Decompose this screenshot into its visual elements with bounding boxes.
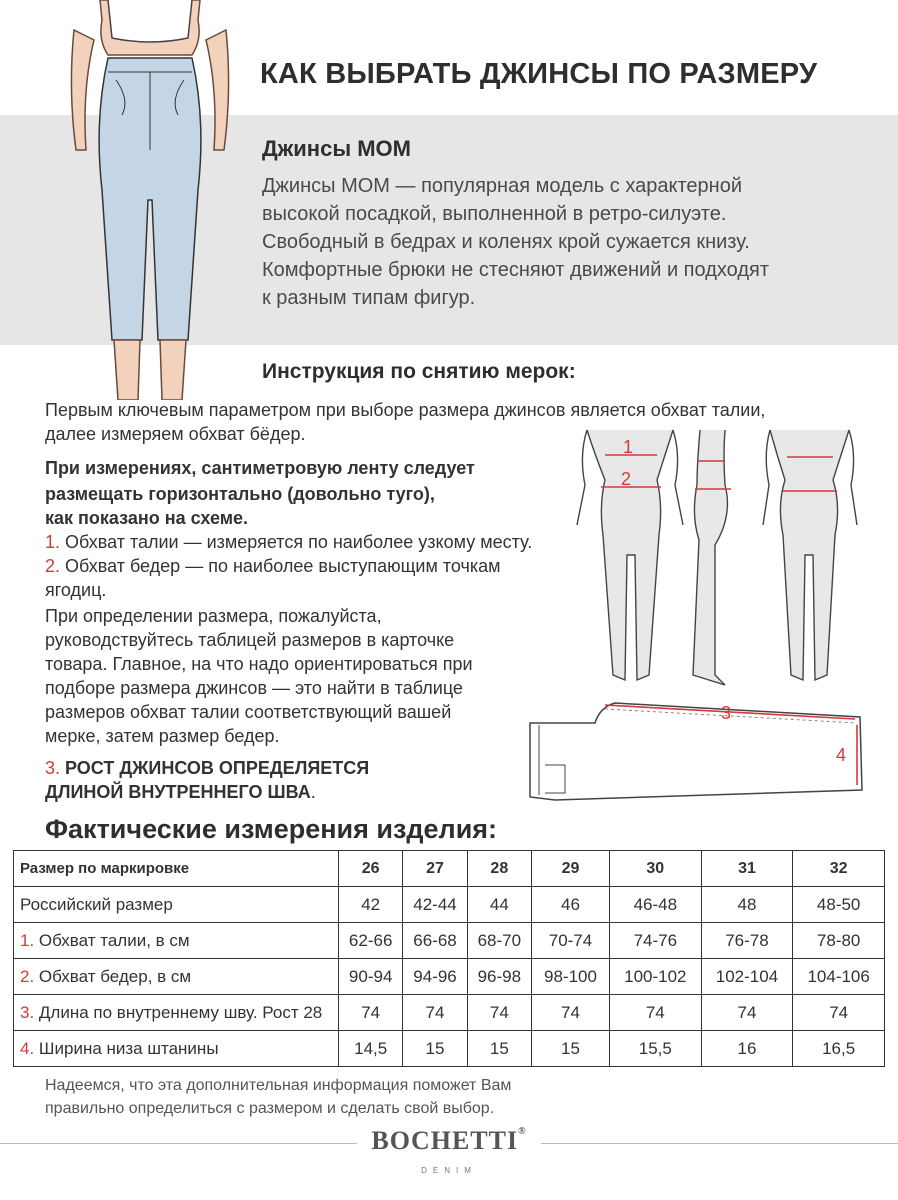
item-inseam-cont xyxy=(45,780,316,804)
item-inseam xyxy=(45,756,369,780)
item-dot: . xyxy=(310,782,316,802)
brand-logo xyxy=(0,1126,898,1156)
row-number: 1. xyxy=(20,930,35,950)
row-number: 4. xyxy=(20,1038,35,1058)
table-row xyxy=(14,923,885,959)
table-cell: 68-70 xyxy=(467,923,531,959)
table-cell: 74 xyxy=(467,995,531,1031)
item-text: РОСТ ДЖИНСОВ ОПРЕДЕЛЯЕТСЯ xyxy=(60,758,370,778)
diagram-label: 3 xyxy=(721,703,732,723)
registered-mark: ® xyxy=(518,1126,527,1137)
table-cell: 70-74 xyxy=(531,923,609,959)
para2-line: товара. Главное, на что надо ориентироваться при xyxy=(45,654,473,674)
table-cell: 74 xyxy=(793,995,885,1031)
table-cell: 15 xyxy=(467,1031,531,1067)
table-cell: 74 xyxy=(609,995,701,1031)
intro-line: Комфортные брюки не стесняют движений и подходят xyxy=(262,259,769,281)
size-table xyxy=(13,850,885,1067)
table-header-label: Размер по маркировке xyxy=(14,851,339,887)
table-cell: 48-50 xyxy=(793,887,885,923)
item-waist xyxy=(45,530,532,554)
table-cell: 16,5 xyxy=(793,1031,885,1067)
table-cell: 98-100 xyxy=(531,959,609,995)
bold-note-line: как показано на схеме. xyxy=(45,508,249,528)
brand-name: BOCHETTI xyxy=(371,1126,519,1155)
facts-heading: Фактические измерения изделия: xyxy=(45,814,498,844)
para1-line: Первым ключевым параметром при выборе размера джинсов является обхват талии, xyxy=(45,400,766,420)
table-cell: 14,5 xyxy=(339,1031,403,1067)
intro-line: высокой посадкой, выполненной в ретро-силуэте. xyxy=(262,203,727,225)
table-cell: 44 xyxy=(467,887,531,923)
row-label xyxy=(14,923,339,959)
model-subtitle: Джинсы МОМ xyxy=(262,136,411,161)
row-label-text: Обхват талии, в см xyxy=(34,930,190,950)
diagram-label: 4 xyxy=(836,745,847,765)
size-cell: 28 xyxy=(467,851,531,887)
row-label-text: Российский размер xyxy=(20,894,173,914)
size-cell: 29 xyxy=(531,851,609,887)
para1-line: далее измеряем обхват бёдер. xyxy=(45,424,306,444)
para2-line: подборе размера джинсов — это найти в таблице xyxy=(45,678,463,698)
table-cell: 15,5 xyxy=(609,1031,701,1067)
bold-note-line: При измерениях, сантиметровую ленту следует xyxy=(45,458,475,478)
size-cell: 27 xyxy=(403,851,467,887)
size-cell: 32 xyxy=(793,851,885,887)
size-cell: 30 xyxy=(609,851,701,887)
para2-line: руководствуйтесь таблицей размеров в карточке xyxy=(45,630,455,650)
table-cell: 74-76 xyxy=(609,923,701,959)
para2-line: мерке, затем размер бедер. xyxy=(45,726,280,746)
row-label-text: Обхват бедер, в см xyxy=(34,966,192,986)
table-cell: 78-80 xyxy=(793,923,885,959)
table-cell: 16 xyxy=(701,1031,793,1067)
body-measurement-diagram xyxy=(565,425,865,690)
row-label xyxy=(14,995,339,1031)
diagram-label: 1 xyxy=(623,437,634,457)
row-label xyxy=(14,887,339,923)
item-text: ДЛИНОЙ ВНУТРЕННЕГО ШВА xyxy=(45,782,311,802)
brand-logo-text xyxy=(357,1126,540,1156)
instructions-heading: Инструкция по снятию мерок: xyxy=(262,360,576,383)
table-cell: 94-96 xyxy=(403,959,467,995)
item-text: Обхват бедер — по наиболее выступающим точкам xyxy=(60,556,501,576)
table-row xyxy=(14,959,885,995)
table-row xyxy=(14,1031,885,1067)
table-cell: 76-78 xyxy=(701,923,793,959)
table-cell: 62-66 xyxy=(339,923,403,959)
row-number: 3. xyxy=(20,1002,35,1022)
footer-note-line: правильно определиться с размером и сделать свой выбор. xyxy=(45,1100,495,1117)
brand-tagline: DENIM xyxy=(421,1166,477,1175)
para2-line: размеров обхват талии соответствующий вашей xyxy=(45,702,452,722)
table-cell: 74 xyxy=(701,995,793,1031)
para2-line: При определении размера, пожалуйста, xyxy=(45,606,382,626)
table-cell: 96-98 xyxy=(467,959,531,995)
diagram-label: 2 xyxy=(621,469,632,489)
table-cell: 15 xyxy=(531,1031,609,1067)
item-hips xyxy=(45,554,501,578)
bold-note-line: размещать горизонтально (довольно туго), xyxy=(45,484,435,504)
table-cell: 66-68 xyxy=(403,923,467,959)
jeans-inseam-diagram xyxy=(525,695,875,805)
table-cell: 102-104 xyxy=(701,959,793,995)
table-cell: 46 xyxy=(531,887,609,923)
intro-line: Джинсы МОМ — популярная модель с характерной xyxy=(262,175,742,197)
table-cell: 46-48 xyxy=(609,887,701,923)
row-number: 2. xyxy=(20,966,35,986)
table-cell: 42-44 xyxy=(403,887,467,923)
item-number: 2. xyxy=(45,556,61,576)
page-title: КАК ВЫБРАТЬ ДЖИНСЫ ПО РАЗМЕРУ xyxy=(260,58,818,90)
row-label-text: Ширина низа штанины xyxy=(34,1038,219,1058)
table-cell: 74 xyxy=(403,995,467,1031)
row-label xyxy=(14,1031,339,1067)
table-cell: 74 xyxy=(339,995,403,1031)
table-cell: 74 xyxy=(531,995,609,1031)
table-cell: 104-106 xyxy=(793,959,885,995)
jeans-model-illustration xyxy=(60,0,240,400)
item-number: 1. xyxy=(45,532,61,552)
footer-note-line: Надеемся, что эта дополнительная информация поможет Вам xyxy=(45,1077,512,1094)
item-text: Обхват талии — измеряется по наиболее узкому месту. xyxy=(60,532,533,552)
table-cell: 42 xyxy=(339,887,403,923)
table-cell: 90-94 xyxy=(339,959,403,995)
row-label xyxy=(14,959,339,995)
table-row xyxy=(14,887,885,923)
intro-text xyxy=(262,172,862,312)
size-cell: 31 xyxy=(701,851,793,887)
intro-line: к разным типам фигур. xyxy=(262,287,476,309)
table-cell: 15 xyxy=(403,1031,467,1067)
item-hips-cont: ягодиц. xyxy=(45,580,107,600)
footer-note xyxy=(45,1074,511,1120)
row-label-text: Длина по внутреннему шву. Рост 28 xyxy=(34,1002,323,1022)
item-number: 3. xyxy=(45,758,61,778)
intro-line: Свободный в бедрах и коленях крой сужается книзу. xyxy=(262,231,750,253)
size-cell: 26 xyxy=(339,851,403,887)
table-cell: 48 xyxy=(701,887,793,923)
table-cell: 100-102 xyxy=(609,959,701,995)
table-row xyxy=(14,995,885,1031)
table-header-row xyxy=(14,851,885,887)
